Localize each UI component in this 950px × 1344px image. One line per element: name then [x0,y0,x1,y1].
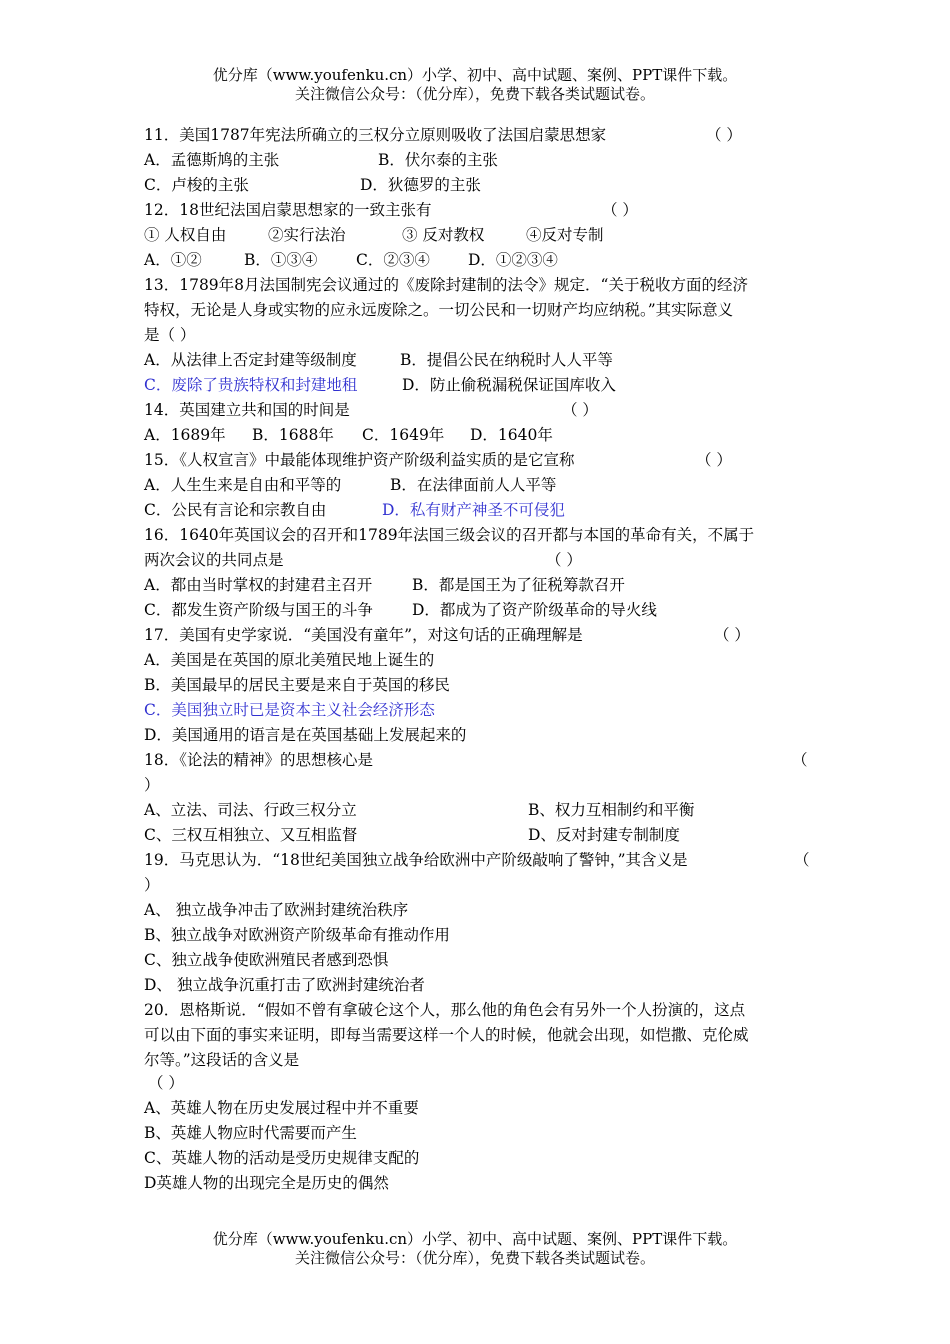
q17-option-a: A．美国是在英国的原北美殖民地上诞生的 [144,651,435,669]
q19-bracket-close: ） [144,876,160,894]
q20-stem-line-2: 可以由下面的事实来证明，即每当需要这样一个人的时候，他就会出现，如恺撒、克伦威 [144,1026,749,1044]
page-footer [0,1230,950,1268]
q12-option-c: C．②③④ [356,251,430,269]
q19-option-c: C、独立战争使欧洲殖民者感到恐惧 [144,951,389,969]
q18-option-a: A、立法、司法、行政三权分立 [144,801,357,819]
q14-option-c: C．1649年 [362,426,445,444]
q19-option-b: B、独立战争对欧洲资产阶级革命有推动作用 [144,926,450,944]
footer-line-1: 优分库（www.youfenku.cn）小学、初中、高中试题、案例、PPT课件下载。 [212,1230,738,1248]
q12-bracket: （ ） [602,201,638,219]
q13-option-c-answer: C．废除了贵族特权和封建地租 [144,376,358,394]
q20-option-c: C、英雄人物的活动是受历史规律支配的 [144,1149,420,1167]
q13-option-b: B．提倡公民在纳税时人人平等 [400,351,613,369]
q16-stem-line-1: 16．1640年英国议会的召开和1789年法国三级会议的召开都与本国的革命有关，不属于 [144,526,755,544]
q13-stem-line-3: 是（ ） [144,326,196,344]
q19-bracket-open: （ [794,851,810,869]
q14-option-b: B．1688年 [252,426,334,444]
q12-option-b: B．①③④ [244,251,318,269]
q12-option-d: D．①②③④ [468,251,558,269]
q18-bracket-open: （ [792,751,808,769]
q17-option-d: D．美国通用的语言是在英国基础上发展起来的 [144,726,467,744]
q20-option-d: D英雄人物的出现完全是历史的偶然 [144,1174,389,1192]
q13-option-a: A．从法律上否定封建等级制度 [144,351,357,369]
q19-option-a: A、 独立战争冲击了欧洲封建统治秩序 [144,901,409,919]
q18-option-c: C、三权互相独立、又互相监督 [144,826,358,844]
q15-option-c: C．公民有言论和宗教自由 [144,501,327,519]
q12-item-1: ① 人权自由 [144,226,227,244]
q14-option-a: A．1689年 [144,426,226,444]
q11-option-d: D．狄德罗的主张 [360,176,481,194]
q17-option-c-answer: C．美国独立时已是资本主义社会经济形态 [144,701,435,719]
q18-option-d: D、反对封建专制制度 [528,826,680,844]
q20-stem-line-1: 20．恩格斯说．“假如不曾有拿破仑这个人，那么他的角色会有另外一个人扮演的，这点 [144,1001,746,1019]
header-line-1: 优分库（www.youfenku.cn）小学、初中、高中试题、案例、PPT课件下载。 [212,66,738,84]
q18-stem: 18．《论法的精神》的思想核心是 [144,751,373,769]
q19-stem: 19．马克思认为．“18世纪美国独立战争给欧洲中产阶级敲响了警钟，”其含义是 [144,851,688,869]
q20-stem-line-3: 尔等。”这段话的含义是 [144,1051,300,1069]
q17-stem: 17．美国有史学家说．“美国没有童年”，对这句话的正确理解是 [144,626,583,644]
q13-option-d: D．防止偷税漏税保证国库收入 [402,376,616,394]
q16-option-c: C．都发生资产阶级与国王的斗争 [144,601,373,619]
q19-option-d: D、 独立战争沉重打击了欧洲封建统治者 [144,976,425,994]
q12-item-4: ④反对专制 [526,226,604,244]
q11-option-a: A．孟德斯鸠的主张 [144,151,280,169]
q16-bracket: （ ） [546,551,582,569]
header-line-2: 关注微信公众号：（优分库），免费下载各类试题试卷。 [294,85,655,103]
q11-option-b: B．伏尔泰的主张 [378,151,498,169]
q11-stem: 11．美国1787年宪法所确立的三权分立原则吸收了法国启蒙思想家 [144,126,607,144]
q12-item-3: ③ 反对教权 [402,226,485,244]
q14-stem: 14．英国建立共和国的时间是 [144,401,350,419]
q15-bracket: （ ） [696,451,732,469]
q11-bracket: （ ） [706,126,742,144]
q18-option-b: B、权力互相制约和平衡 [528,801,695,819]
q12-option-a: A．①② [144,251,202,269]
page-header [0,66,950,104]
q15-stem: 15．《人权宣言》中最能体现维护资产阶级利益实质的是它宣称 [144,451,575,469]
q16-option-a: A．都由当时掌权的封建君主召开 [144,576,373,594]
q15-option-b: B．在法律面前人人平等 [390,476,557,494]
q12-item-2: ②实行法治 [268,226,346,244]
q12-stem: 12．18世纪法国启蒙思想家的一致主张有 [144,201,432,219]
q20-bracket: （ ） [148,1074,184,1092]
q17-option-b: B．美国最早的居民主要是来自于英国的移民 [144,676,450,694]
q16-stem-line-2: 两次会议的共同点是 [144,551,284,569]
q16-option-b: B．都是国王为了征税筹款召开 [412,576,625,594]
q16-option-d: D．都成为了资产阶级革命的导火线 [412,601,657,619]
q13-stem-line-1: 13．1789年8月法国制宪会议通过的《废除封建制的法令》规定．“关于税收方面的经济 [144,276,748,294]
q20-option-b: B、英雄人物应时代需要而产生 [144,1124,357,1142]
q18-bracket-close: ） [144,776,160,794]
q14-bracket: （ ） [562,401,598,419]
footer-line-2: 关注微信公众号：（优分库），免费下载各类试题试卷。 [294,1249,655,1267]
q20-option-a: A、英雄人物在历史发展过程中并不重要 [144,1099,419,1117]
q15-option-a: A．人生生来是自由和平等的 [144,476,342,494]
q14-option-d: D．1640年 [470,426,553,444]
q11-option-c: C．卢梭的主张 [144,176,249,194]
q15-option-d-answer: D．私有财产神圣不可侵犯 [382,501,565,519]
q17-bracket: （ ） [714,626,750,644]
q13-stem-line-2: 特权，无论是人身或实物的应永远废除之。一切公民和一切财产均应纳税。”其实际意义 [144,301,734,319]
